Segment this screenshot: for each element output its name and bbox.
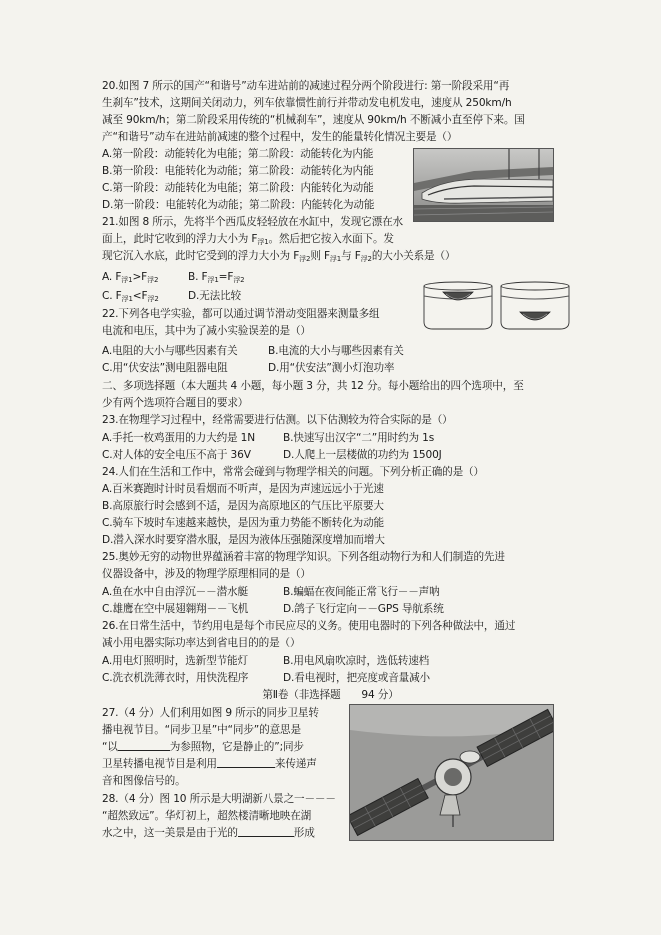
q21-option-c bbox=[102, 289, 159, 306]
q26-stem-line-2: 减小用电器实际功率达到省电目的的是（） bbox=[102, 637, 301, 649]
q21-text: 则 F bbox=[310, 250, 330, 262]
q24-option-a: A.百米赛跑时计时员看烟而不听声，是因为声速远远小于光速 bbox=[102, 483, 384, 495]
q23-option-d: D.人爬上一层楼做的功约为 1500J bbox=[283, 449, 442, 461]
q20-stem-line-4: 产“和谐号”动车在进站前减速的整个过程中，发生的能量转化情况主要是（） bbox=[102, 131, 458, 143]
q22-option-b: B.电流的大小与哪些因素有关 bbox=[268, 345, 404, 357]
q21-option-d: D.无法比较 bbox=[188, 290, 241, 302]
option-text: =F bbox=[218, 271, 234, 283]
q23-option-c: C.对人体的安全电压不高于 36V bbox=[102, 449, 251, 461]
answer-blank[interactable] bbox=[238, 826, 294, 837]
q28-text: 水之中，这一美景是由于光的 bbox=[102, 827, 238, 839]
q25-option-b: B.蝙蝠在夜间能正常飞行－－声呐 bbox=[283, 586, 440, 598]
q22-stem-line-1: 22.下列各电学实验，都可以通过调节滑动变阻器来测量多组 bbox=[102, 308, 380, 320]
q20-option-d: D.第一阶段：电能转化为动能；第二阶段：内能转化为动能 bbox=[102, 199, 375, 211]
q26-option-c: C.洗衣机洗薄衣时，用快洗程序 bbox=[102, 672, 249, 684]
q22-option-a: A.电阻的大小与哪些因素有关 bbox=[102, 345, 238, 357]
q21-option-a bbox=[102, 270, 158, 287]
q28-text: 形成 bbox=[293, 827, 315, 839]
q21-stem-line-2 bbox=[102, 232, 394, 249]
q28-line-3 bbox=[102, 826, 315, 840]
q27-line-1: 27.（4 分）人们利用如图 9 所示的同步卫星转 bbox=[102, 707, 319, 719]
q21-text: 。然后把它按入水面下。发 bbox=[268, 233, 394, 245]
q26-option-a: A.用电灯照明时，选新型节能灯 bbox=[102, 655, 248, 667]
q21-stem-line-3 bbox=[102, 249, 455, 266]
q23-option-a: A.手托一枚鸡蛋用的力大约是 1N bbox=[102, 432, 256, 444]
satellite-photo bbox=[349, 704, 554, 841]
q21-text: 的大小关系是（） bbox=[371, 250, 456, 262]
answer-blank[interactable] bbox=[118, 740, 170, 751]
q24-option-d: D.潜入深水时要穿潜水服，是因为液体压强随深度增加而增大 bbox=[102, 534, 385, 546]
section-header-line-1: 二、多项选择题（本大题共 4 小题，每小题 3 分，共 12 分。每小题给出的四个选项中，至 bbox=[102, 380, 524, 392]
section-header-line-2: 少有两个选项符合题目的要求） bbox=[102, 397, 249, 409]
part-two-title: 第Ⅱ卷（非选择题 94 分） bbox=[262, 689, 399, 701]
q21-text: 面上，此时它收到的浮力大小为 F bbox=[102, 233, 258, 245]
q27-line-2: 播电视节目。“同步卫星”中“同步”的意思是 bbox=[102, 724, 301, 736]
q20-option-a: A.第一阶段：动能转化为电能；第二阶段：动能转化为内能 bbox=[102, 148, 374, 160]
q25-stem-line-2: 仪器设备中，涉及的物理学原理相同的是（） bbox=[102, 568, 311, 580]
subscript: 浮1 bbox=[121, 276, 133, 284]
subscript: 浮2 bbox=[147, 295, 159, 303]
q25-option-d: D.鸽子飞行定向－－GPS 导航系统 bbox=[283, 603, 444, 615]
q26-stem-line-1: 26.在日常生活中，节约用电是每个市民应尽的义务。使用电器时的下列各种做法中，通过 bbox=[102, 620, 516, 632]
subscript: 浮2 bbox=[299, 255, 311, 263]
q20-stem-line-1: 20.如图 7 所示的国产“和谐号”动车进站前的减速过程分两个阶段进行: 第一阶段采用“再 bbox=[102, 80, 510, 92]
q20-option-c: C.第一阶段：动能转化为电能；第二阶段：内能转化为动能 bbox=[102, 182, 374, 194]
answer-blank[interactable] bbox=[217, 757, 275, 768]
q21-text: 现它沉入水底，此时它受到的浮力大小为 F bbox=[102, 250, 300, 262]
q22-option-d: D.用“伏安法”测小灯泡功率 bbox=[268, 362, 395, 374]
q25-stem-line-1: 25.奥妙无穷的动物世界蕴涵着丰富的物理学知识。下列各组动物行为和人们制造的先进 bbox=[102, 551, 505, 563]
q20-stem-line-3: 减至 90km/h；第二阶段采用传统的“机械刹车”，速度从 90km/h 不断减小直至停下来。国 bbox=[102, 114, 525, 126]
q21-text: 与 F bbox=[341, 250, 361, 262]
subscript: 浮2 bbox=[233, 276, 245, 284]
option-text: C. F bbox=[102, 290, 122, 302]
q27-text: 来传递声 bbox=[274, 758, 317, 770]
q26-option-d: D.看电视时，把亮度或音量减小 bbox=[283, 672, 430, 684]
q24-stem: 24.人们在生活和工作中，常常会碰到与物理学相关的问题。下列分析正确的是（） bbox=[102, 466, 484, 478]
q23-stem: 23.在物理学习过程中，经常需要进行估测。以下估测较为符合实际的是（） bbox=[102, 414, 453, 426]
option-text: >F bbox=[132, 271, 148, 283]
q27-line-5: 音和图像信号的。 bbox=[102, 775, 186, 787]
q22-option-c: C.用“伏安法”测电阻器电阻 bbox=[102, 362, 228, 374]
q27-text: 卫星转播电视节目是利用 bbox=[102, 758, 217, 770]
train-photo bbox=[413, 148, 554, 222]
subscript: 浮2 bbox=[360, 255, 372, 263]
q28-line-2: “超然致远”。华灯初上，超然楼清晰地映在湖 bbox=[102, 810, 312, 822]
watermelon-figure bbox=[421, 280, 572, 332]
q25-option-a: A.鱼在水中自由浮沉－－潜水艇 bbox=[102, 586, 248, 598]
q20-stem-line-2: 生刹车”技术，这期间关闭动力，列车依靠惯性前行并带动发电机发电，速度从 250km/h bbox=[102, 97, 512, 109]
option-text: B. F bbox=[188, 271, 208, 283]
q23-option-b: B.快速写出汉字“二”用时约为 1s bbox=[283, 432, 435, 444]
q21-option-b bbox=[188, 270, 244, 287]
q22-stem-line-2: 电流和电压，其中为了减小实验误差的是（） bbox=[102, 325, 311, 337]
q24-option-b: B.高原旅行时会感到不适，是因为高原地区的气压比平原要大 bbox=[102, 500, 384, 512]
option-text: A. F bbox=[102, 271, 122, 283]
q20-option-b: B.第一阶段：电能转化为动能；第二阶段：动能转化为内能 bbox=[102, 165, 374, 177]
option-text: <F bbox=[132, 290, 148, 302]
subscript: 浮1 bbox=[207, 276, 219, 284]
q28-line-1: 28.（4 分）图 10 所示是大明湖新八景之一－－－ bbox=[102, 793, 336, 805]
q25-option-c: C.雄鹰在空中展翅翱翔－－飞机 bbox=[102, 603, 249, 615]
subscript: 浮1 bbox=[121, 295, 133, 303]
q27-text: 为参照物，它是静止的”;同步 bbox=[169, 741, 304, 753]
q24-option-c: C.骑车下坡时车速越来越快，是因为重力势能不断转化为动能 bbox=[102, 517, 384, 529]
q27-line-4 bbox=[102, 757, 317, 771]
q26-option-b: B.用电风扇吹凉时，选低转速档 bbox=[283, 655, 430, 667]
subscript: 浮1 bbox=[257, 238, 269, 246]
subscript: 浮1 bbox=[329, 255, 342, 263]
q27-line-3 bbox=[102, 740, 304, 754]
q21-stem-line-1: 21.如图 8 所示，先将半个西瓜皮轻轻放在水缸中，发现它漂在水 bbox=[102, 216, 403, 228]
subscript: 浮2 bbox=[147, 276, 159, 284]
q27-text: “以 bbox=[102, 741, 118, 753]
